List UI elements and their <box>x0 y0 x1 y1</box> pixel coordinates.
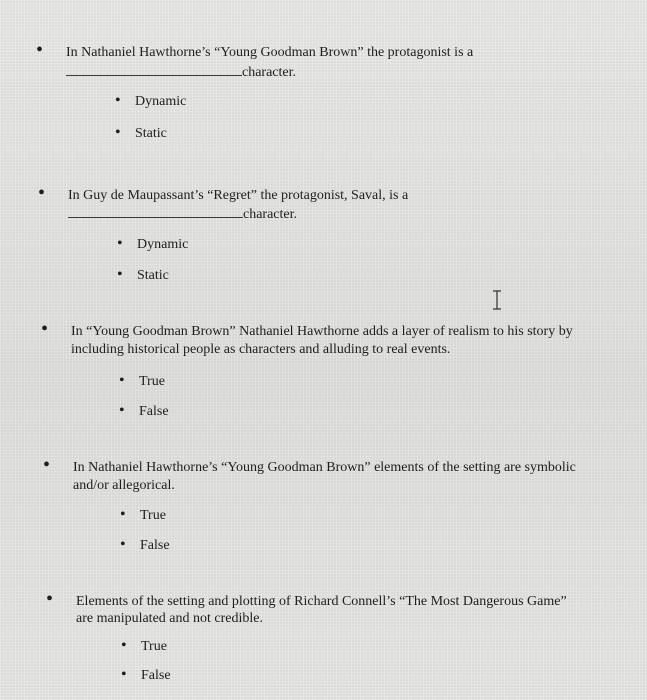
question-text-continuation: and/or allegorical. <box>73 478 175 493</box>
option-item[interactable] <box>121 666 171 684</box>
option-item[interactable] <box>115 124 167 142</box>
option-label: False <box>139 404 169 419</box>
option-bullet: • <box>119 402 125 419</box>
option-bullet: • <box>117 266 123 283</box>
question-text: In Guy de Maupassant’s “Regret” the protagonist, Saval, is a <box>68 188 409 203</box>
option-bullet: • <box>120 536 126 553</box>
option-bullet: • <box>119 372 125 389</box>
question-text-line-1 <box>73 459 576 476</box>
question-text-line-2 <box>73 477 175 494</box>
option-label: True <box>141 639 167 654</box>
option-item[interactable] <box>117 235 188 253</box>
question-text-continuation: are manipulated and not credible. <box>76 611 263 626</box>
option-label: Dynamic <box>135 94 187 109</box>
option-item[interactable] <box>119 372 165 390</box>
option-label: Dynamic <box>137 237 189 252</box>
question-text-line-1 <box>68 187 408 204</box>
question-bullet: • <box>36 39 44 61</box>
question-text-line-1 <box>76 593 567 610</box>
question-text-continuation: character. <box>242 65 297 80</box>
option-item[interactable] <box>121 637 167 655</box>
option-item[interactable] <box>119 402 169 420</box>
question-text-continuation: including historical people as characters and alluding to real events. <box>71 342 451 357</box>
question-text-line-2 <box>68 204 297 223</box>
question-text-line-2 <box>71 341 450 358</box>
option-label: False <box>140 538 170 553</box>
question-text: In Nathaniel Hawthorne’s “Young Goodman Brown” the protagonist is a <box>66 45 474 60</box>
question-text: In “Young Goodman Brown” Nathaniel Hawthorne adds a layer of realism to his story by <box>71 324 573 339</box>
option-item[interactable] <box>120 506 166 524</box>
question-text-line-2 <box>66 62 296 81</box>
question-text-line-2 <box>76 610 263 627</box>
question-bullet: • <box>43 454 51 476</box>
option-item[interactable] <box>117 266 169 284</box>
option-label: Static <box>135 126 167 141</box>
question-text: In Nathaniel Hawthorne’s “Young Goodman Brown” elements of the setting are symbolic <box>73 460 576 475</box>
question-text: Elements of the setting and plotting of Richard Connell’s “The Most Dangerous Game” <box>76 594 567 609</box>
option-bullet: • <box>117 235 123 252</box>
question-bullet: • <box>41 318 49 340</box>
question-bullet: • <box>38 182 46 204</box>
option-bullet: • <box>121 666 127 683</box>
text-cursor-icon <box>491 290 503 310</box>
question-text-line-1 <box>71 323 573 340</box>
option-label: True <box>139 374 165 389</box>
option-bullet: • <box>121 637 127 654</box>
option-bullet: • <box>115 92 121 109</box>
question-bullet: • <box>46 588 54 610</box>
question-text-continuation: character. <box>243 207 298 222</box>
option-item[interactable] <box>115 92 186 110</box>
option-bullet: • <box>115 124 121 141</box>
question-text-line-1 <box>66 44 473 61</box>
answer-blank <box>68 204 243 218</box>
option-label: False <box>141 668 171 683</box>
answer-blank <box>66 62 242 76</box>
option-label: Static <box>137 268 169 283</box>
option-item[interactable] <box>120 536 170 554</box>
option-label: True <box>140 508 166 523</box>
option-bullet: • <box>120 506 126 523</box>
